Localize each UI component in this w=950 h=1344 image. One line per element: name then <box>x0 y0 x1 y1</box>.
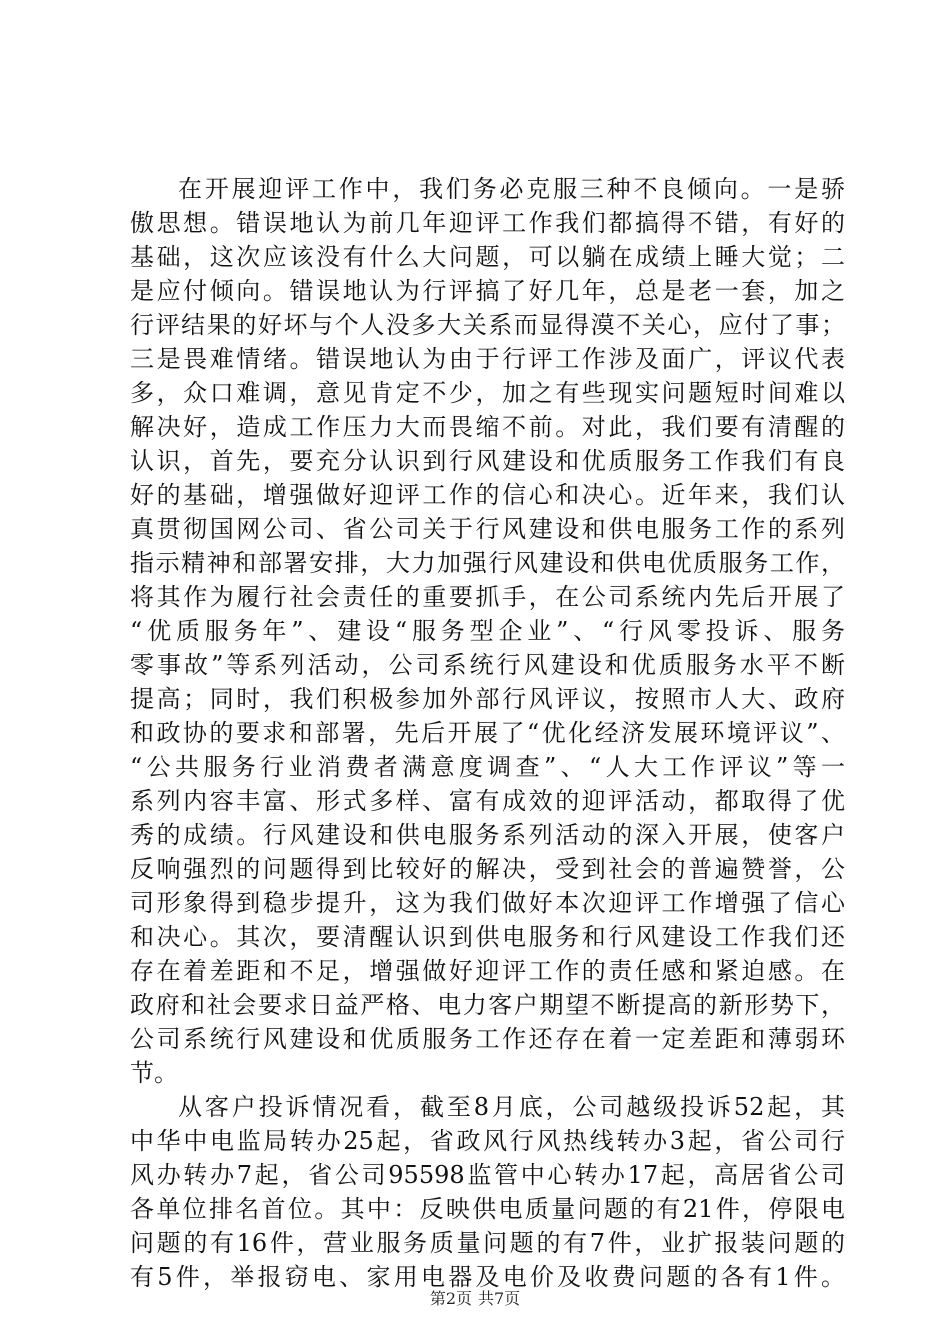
text-line: 行评结果的好坏与个人没多大关系而显得漠不关心，应付了事； <box>130 311 845 339</box>
text-line: 是应付倾向。错误地认为行评搞了好几年，总是老一套，加之 <box>130 277 845 305</box>
text-line: 解决好，造成工作压力大而畏缩不前。对此，我们要有清醒的 <box>130 413 845 441</box>
text-line: 提高；同时，我们积极参加外部行风评议，按照市人大、政府 <box>130 685 845 713</box>
text-line: 多，众口难调，意见肯定不少，加之有些现实问题短时间难以 <box>130 379 845 407</box>
page-total: 共7页 <box>478 1289 521 1308</box>
text-line: 风办转办7起，省公司95598监管中心转办17起，高居省公司 <box>130 1161 845 1189</box>
text-line: 政府和社会要求日益严格、电力客户期望不断提高的新形势下， <box>130 991 845 1019</box>
text-line: 将其作为履行社会责任的重要抓手，在公司系统内先后开展了 <box>130 583 845 611</box>
text-line: 系列内容丰富、形式多样、富有成效的迎评活动，都取得了优 <box>130 787 845 815</box>
text-line: 零事故”等系列活动，公司系统行风建设和优质服务水平不断 <box>130 651 845 679</box>
text-line: 真贯彻国网公司、省公司关于行风建设和供电服务工作的系列 <box>130 515 845 543</box>
text-line: 中华中电监局转办25起，省政风行风热线转办3起，省公司行 <box>130 1127 845 1155</box>
text-line: 认识，首先，要充分认识到行风建设和优质服务工作我们有良 <box>130 447 845 475</box>
text-line: 基础，这次应该没有什么大问题，可以躺在成绩上睡大觉；二 <box>130 243 845 271</box>
text-line: 公司系统行风建设和优质服务工作还存在着一定差距和薄弱环 <box>130 1025 845 1053</box>
text-line: 从客户投诉情况看，截至8月底，公司越级投诉52起，其 <box>178 1093 845 1121</box>
text-line: 和政协的要求和部署，先后开展了“优化经济发展环境评议”、 <box>130 719 845 747</box>
text-line: 问题的有16件，营业服务质量问题的有7件，业扩报装问题的 <box>130 1229 845 1257</box>
text-line: 傲思想。错误地认为前几年迎评工作我们都搞得不错，有好的 <box>130 209 845 237</box>
text-line: 反响强烈的问题得到比较好的解决，受到社会的普遍赞誉，公 <box>130 855 845 883</box>
body-text <box>130 172 845 1294</box>
text-line: 秀的成绩。行风建设和供电服务系列活动的深入开展，使客户 <box>130 821 845 849</box>
page-footer <box>0 1289 950 1309</box>
text-line: “公共服务行业消费者满意度调查”、“人大工作评议”等一 <box>130 753 845 781</box>
page-number: 第2页 <box>429 1289 472 1308</box>
text-line: 在开展迎评工作中，我们务必克服三种不良倾向。一是骄 <box>178 175 845 203</box>
text-line: “优质服务年”、建设“服务型企业”、“行风零投诉、服务 <box>130 617 845 645</box>
text-line: 好的基础，增强做好迎评工作的信心和决心。近年来，我们认 <box>130 481 845 509</box>
text-line: 司形象得到稳步提升，这为我们做好本次迎评工作增强了信心 <box>130 889 845 917</box>
text-line: 有5件，举报窃电、家用电器及电价及收费问题的各有1件。 <box>130 1263 845 1291</box>
text-line: 三是畏难情绪。错误地认为由于行评工作涉及面广，评议代表 <box>130 345 845 373</box>
text-line: 节。 <box>130 1059 178 1087</box>
text-line: 指示精神和部署安排，大力加强行风建设和供电优质服务工作， <box>130 549 845 577</box>
text-line: 和决心。其次，要清醒认识到供电服务和行风建设工作我们还 <box>130 923 845 951</box>
text-line: 各单位排名首位。其中：反映供电质量问题的有21件，停限电 <box>130 1195 845 1223</box>
text-line: 存在着差距和不足，增强做好迎评工作的责任感和紧迫感。在 <box>130 957 845 985</box>
